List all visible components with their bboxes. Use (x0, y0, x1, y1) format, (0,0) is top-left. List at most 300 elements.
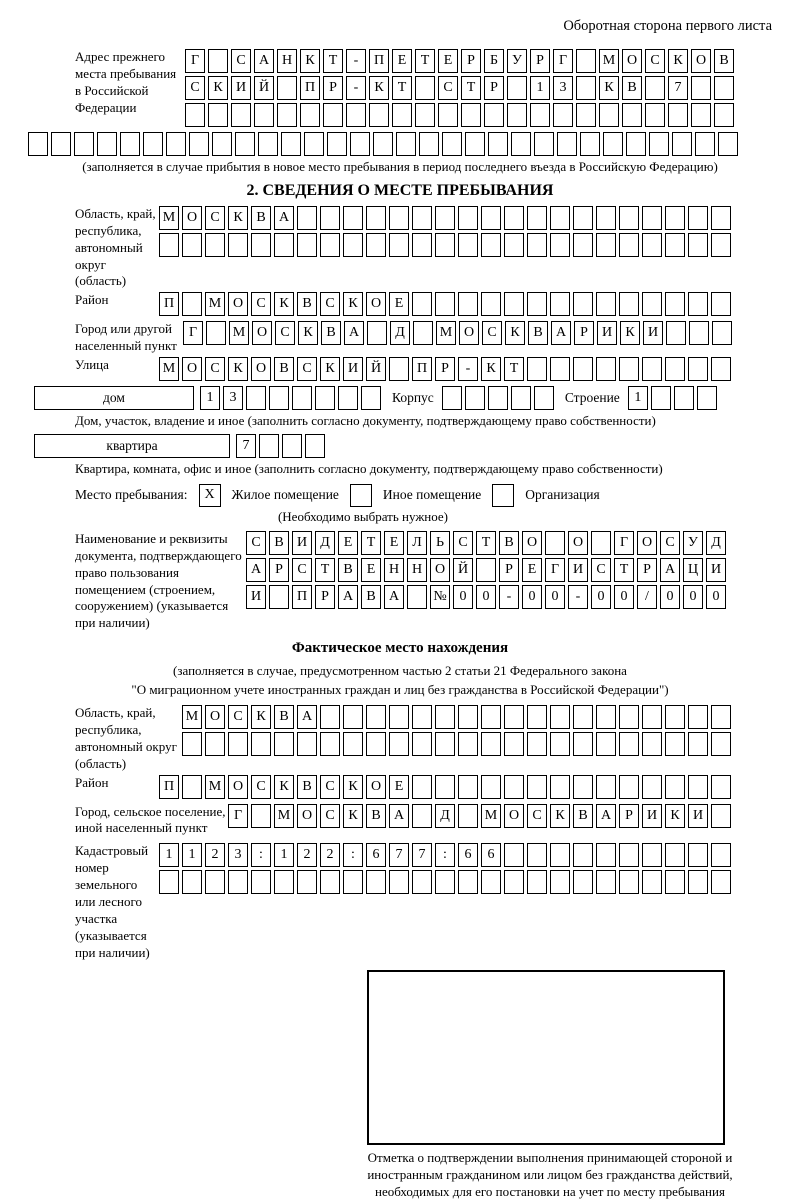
char-cell[interactable] (550, 870, 570, 894)
char-cell[interactable] (246, 386, 266, 410)
char-cell[interactable] (269, 585, 289, 609)
char-cell[interactable] (550, 705, 570, 729)
char-cell[interactable]: М (182, 705, 202, 729)
char-cell[interactable]: 6 (366, 843, 386, 867)
char-cell[interactable] (573, 206, 593, 230)
char-cell[interactable] (596, 233, 616, 257)
char-cell[interactable] (269, 386, 289, 410)
char-cell[interactable]: Р (619, 804, 639, 828)
char-cell[interactable]: И (706, 558, 726, 582)
char-cell[interactable]: Р (637, 558, 657, 582)
char-cell[interactable] (419, 132, 439, 156)
char-cell[interactable] (389, 870, 409, 894)
char-cell[interactable] (596, 775, 616, 799)
char-cell[interactable]: О (182, 206, 202, 230)
char-cell[interactable] (711, 804, 731, 828)
checkbox-residential[interactable]: X (199, 484, 221, 507)
char-cell[interactable]: 0 (706, 585, 726, 609)
char-cell[interactable]: С (228, 705, 248, 729)
char-cell[interactable] (458, 233, 478, 257)
char-cell[interactable] (642, 357, 662, 381)
char-cell[interactable] (373, 132, 393, 156)
char-cell[interactable] (642, 732, 662, 756)
char-cell[interactable] (642, 870, 662, 894)
char-cell[interactable] (688, 292, 708, 316)
char-cell[interactable]: И (643, 321, 663, 345)
char-cell[interactable]: К (228, 206, 248, 230)
char-cell[interactable] (711, 870, 731, 894)
char-cell[interactable]: С (297, 357, 317, 381)
char-cell[interactable]: Р (323, 76, 343, 100)
char-cell[interactable] (550, 357, 570, 381)
char-cell[interactable] (695, 132, 715, 156)
char-cell[interactable]: Й (453, 558, 473, 582)
char-cell[interactable] (292, 386, 312, 410)
char-cell[interactable]: Й (366, 357, 386, 381)
char-cell[interactable] (642, 233, 662, 257)
char-cell[interactable] (185, 103, 205, 127)
char-cell[interactable]: А (297, 705, 317, 729)
char-cell[interactable] (259, 434, 279, 458)
char-cell[interactable]: Г (545, 558, 565, 582)
char-cell[interactable]: О (228, 292, 248, 316)
char-cell[interactable] (596, 870, 616, 894)
char-cell[interactable] (711, 292, 731, 316)
char-cell[interactable] (665, 206, 685, 230)
char-cell[interactable] (550, 775, 570, 799)
char-cell[interactable] (274, 233, 294, 257)
char-cell[interactable] (277, 103, 297, 127)
char-cell[interactable]: Г (553, 49, 573, 73)
char-cell[interactable] (711, 705, 731, 729)
char-cell[interactable]: С (482, 321, 502, 345)
char-cell[interactable]: Р (315, 585, 335, 609)
char-cell[interactable]: В (573, 804, 593, 828)
char-cell[interactable] (277, 76, 297, 100)
char-cell[interactable] (688, 870, 708, 894)
char-cell[interactable] (504, 292, 524, 316)
char-cell[interactable] (527, 233, 547, 257)
char-cell[interactable]: В (274, 357, 294, 381)
char-cell[interactable]: Р (530, 49, 550, 73)
char-cell[interactable]: С (246, 531, 266, 555)
char-cell[interactable]: 1 (628, 386, 648, 410)
char-cell[interactable] (189, 132, 209, 156)
char-cell[interactable] (297, 732, 317, 756)
char-cell[interactable] (697, 386, 717, 410)
char-cell[interactable]: Е (522, 558, 542, 582)
char-cell[interactable] (251, 732, 271, 756)
char-cell[interactable]: - (568, 585, 588, 609)
char-cell[interactable] (343, 233, 363, 257)
char-cell[interactable]: С (438, 76, 458, 100)
char-cell[interactable] (481, 732, 501, 756)
char-cell[interactable]: Т (504, 357, 524, 381)
char-cell[interactable]: О (691, 49, 711, 73)
char-cell[interactable]: К (320, 357, 340, 381)
char-cell[interactable]: Г (228, 804, 248, 828)
char-cell[interactable] (619, 233, 639, 257)
char-cell[interactable] (511, 132, 531, 156)
char-cell[interactable]: 1 (530, 76, 550, 100)
char-cell[interactable] (442, 386, 462, 410)
char-cell[interactable]: Ц (683, 558, 703, 582)
char-cell[interactable] (407, 585, 427, 609)
char-cell[interactable] (688, 843, 708, 867)
char-cell[interactable] (688, 705, 708, 729)
char-cell[interactable]: М (274, 804, 294, 828)
char-cell[interactable] (412, 705, 432, 729)
char-cell[interactable]: В (274, 705, 294, 729)
char-cell[interactable] (481, 870, 501, 894)
char-cell[interactable] (573, 732, 593, 756)
char-cell[interactable] (143, 132, 163, 156)
char-cell[interactable] (415, 103, 435, 127)
char-cell[interactable]: М (599, 49, 619, 73)
char-cell[interactable]: В (338, 558, 358, 582)
char-cell[interactable]: С (660, 531, 680, 555)
char-cell[interactable] (573, 870, 593, 894)
char-cell[interactable] (481, 233, 501, 257)
char-cell[interactable]: К (481, 357, 501, 381)
char-cell[interactable] (645, 76, 665, 100)
char-cell[interactable]: Р (574, 321, 594, 345)
char-cell[interactable]: К (550, 804, 570, 828)
char-cell[interactable] (297, 233, 317, 257)
char-cell[interactable] (596, 357, 616, 381)
char-cell[interactable]: П (369, 49, 389, 73)
char-cell[interactable] (412, 292, 432, 316)
char-cell[interactable] (665, 705, 685, 729)
char-cell[interactable] (651, 386, 671, 410)
char-cell[interactable] (435, 233, 455, 257)
char-cell[interactable]: 3 (228, 843, 248, 867)
char-cell[interactable]: О (622, 49, 642, 73)
char-cell[interactable] (534, 132, 554, 156)
char-cell[interactable] (438, 103, 458, 127)
char-cell[interactable]: А (389, 804, 409, 828)
char-cell[interactable] (458, 206, 478, 230)
char-cell[interactable] (642, 206, 662, 230)
char-cell[interactable]: К (274, 775, 294, 799)
char-cell[interactable]: И (246, 585, 266, 609)
char-cell[interactable]: И (688, 804, 708, 828)
char-cell[interactable]: О (637, 531, 657, 555)
char-cell[interactable]: К (665, 804, 685, 828)
char-cell[interactable]: А (338, 585, 358, 609)
char-cell[interactable]: С (527, 804, 547, 828)
char-cell[interactable] (159, 233, 179, 257)
char-cell[interactable] (550, 206, 570, 230)
checkbox-other-premise[interactable] (350, 484, 372, 507)
char-cell[interactable] (711, 775, 731, 799)
char-cell[interactable] (182, 292, 202, 316)
char-cell[interactable] (642, 705, 662, 729)
char-cell[interactable]: В (251, 206, 271, 230)
char-cell[interactable] (258, 132, 278, 156)
char-cell[interactable] (550, 843, 570, 867)
char-cell[interactable] (688, 206, 708, 230)
char-cell[interactable] (504, 705, 524, 729)
char-cell[interactable] (274, 732, 294, 756)
char-cell[interactable] (688, 357, 708, 381)
char-cell[interactable]: / (637, 585, 657, 609)
char-cell[interactable] (182, 775, 202, 799)
char-cell[interactable] (481, 705, 501, 729)
char-cell[interactable] (665, 292, 685, 316)
char-cell[interactable] (488, 386, 508, 410)
char-cell[interactable] (527, 843, 547, 867)
char-cell[interactable]: В (297, 292, 317, 316)
char-cell[interactable]: 3 (223, 386, 243, 410)
char-cell[interactable]: А (344, 321, 364, 345)
char-cell[interactable] (392, 103, 412, 127)
char-cell[interactable]: В (297, 775, 317, 799)
char-cell[interactable] (458, 732, 478, 756)
char-cell[interactable] (711, 233, 731, 257)
char-cell[interactable]: У (683, 531, 703, 555)
char-cell[interactable] (576, 103, 596, 127)
char-cell[interactable] (350, 132, 370, 156)
char-cell[interactable]: 1 (159, 843, 179, 867)
char-cell[interactable]: Н (384, 558, 404, 582)
char-cell[interactable] (580, 132, 600, 156)
char-cell[interactable]: Д (435, 804, 455, 828)
char-cell[interactable]: М (436, 321, 456, 345)
char-cell[interactable]: Г (183, 321, 203, 345)
char-cell[interactable]: К (343, 775, 363, 799)
char-cell[interactable]: Т (392, 76, 412, 100)
char-cell[interactable]: 7 (389, 843, 409, 867)
char-cell[interactable] (366, 870, 386, 894)
char-cell[interactable] (274, 870, 294, 894)
char-cell[interactable] (461, 103, 481, 127)
char-cell[interactable] (366, 732, 386, 756)
char-cell[interactable]: В (714, 49, 734, 73)
char-cell[interactable] (688, 732, 708, 756)
char-cell[interactable]: : (343, 843, 363, 867)
char-cell[interactable]: О (504, 804, 524, 828)
char-cell[interactable]: 1 (274, 843, 294, 867)
char-cell[interactable] (545, 531, 565, 555)
char-cell[interactable] (346, 103, 366, 127)
char-cell[interactable] (668, 103, 688, 127)
char-cell[interactable]: А (384, 585, 404, 609)
char-cell[interactable]: К (343, 804, 363, 828)
char-cell[interactable]: С (275, 321, 295, 345)
char-cell[interactable] (619, 870, 639, 894)
char-cell[interactable]: 0 (453, 585, 473, 609)
char-cell[interactable] (366, 233, 386, 257)
char-cell[interactable] (396, 132, 416, 156)
char-cell[interactable]: С (205, 206, 225, 230)
char-cell[interactable]: О (205, 705, 225, 729)
char-cell[interactable]: Е (389, 292, 409, 316)
char-cell[interactable] (251, 804, 271, 828)
char-cell[interactable]: - (346, 76, 366, 100)
char-cell[interactable] (691, 76, 711, 100)
char-cell[interactable]: Й (254, 76, 274, 100)
char-cell[interactable] (576, 76, 596, 100)
char-cell[interactable] (504, 870, 524, 894)
char-cell[interactable]: К (228, 357, 248, 381)
char-cell[interactable]: К (274, 292, 294, 316)
char-cell[interactable] (465, 132, 485, 156)
char-cell[interactable]: А (246, 558, 266, 582)
char-cell[interactable] (619, 357, 639, 381)
char-cell[interactable]: Е (338, 531, 358, 555)
char-cell[interactable] (642, 775, 662, 799)
char-cell[interactable] (666, 321, 686, 345)
char-cell[interactable]: Е (384, 531, 404, 555)
char-cell[interactable] (481, 775, 501, 799)
char-cell[interactable] (435, 870, 455, 894)
char-cell[interactable]: К (369, 76, 389, 100)
char-cell[interactable] (527, 775, 547, 799)
char-cell[interactable]: 7 (412, 843, 432, 867)
char-cell[interactable]: 6 (458, 843, 478, 867)
char-cell[interactable]: О (366, 292, 386, 316)
char-cell[interactable] (166, 132, 186, 156)
char-cell[interactable]: Р (484, 76, 504, 100)
char-cell[interactable] (557, 132, 577, 156)
char-cell[interactable] (573, 233, 593, 257)
char-cell[interactable]: 2 (297, 843, 317, 867)
char-cell[interactable]: И (642, 804, 662, 828)
char-cell[interactable] (527, 292, 547, 316)
char-cell[interactable]: О (251, 357, 271, 381)
char-cell[interactable] (596, 292, 616, 316)
char-cell[interactable]: Д (390, 321, 410, 345)
char-cell[interactable] (315, 386, 335, 410)
char-cell[interactable]: С (231, 49, 251, 73)
char-cell[interactable] (343, 870, 363, 894)
char-cell[interactable] (228, 732, 248, 756)
char-cell[interactable] (97, 132, 117, 156)
char-cell[interactable]: И (343, 357, 363, 381)
char-cell[interactable]: 1 (200, 386, 220, 410)
char-cell[interactable] (626, 132, 646, 156)
char-cell[interactable]: С (591, 558, 611, 582)
char-cell[interactable] (484, 103, 504, 127)
char-cell[interactable] (665, 870, 685, 894)
char-cell[interactable] (530, 103, 550, 127)
char-cell[interactable]: И (292, 531, 312, 555)
char-cell[interactable] (507, 103, 527, 127)
char-cell[interactable] (596, 843, 616, 867)
char-cell[interactable] (488, 132, 508, 156)
char-cell[interactable] (281, 132, 301, 156)
char-cell[interactable] (504, 843, 524, 867)
char-cell[interactable] (74, 132, 94, 156)
char-cell[interactable]: В (269, 531, 289, 555)
char-cell[interactable]: С (251, 292, 271, 316)
char-cell[interactable]: 2 (205, 843, 225, 867)
char-cell[interactable]: К (298, 321, 318, 345)
char-cell[interactable]: А (274, 206, 294, 230)
char-cell[interactable]: : (251, 843, 271, 867)
char-cell[interactable] (596, 732, 616, 756)
char-cell[interactable] (320, 870, 340, 894)
char-cell[interactable]: С (251, 775, 271, 799)
char-cell[interactable]: И (597, 321, 617, 345)
char-cell[interactable] (251, 870, 271, 894)
char-cell[interactable]: П (159, 292, 179, 316)
char-cell[interactable] (412, 732, 432, 756)
char-cell[interactable] (642, 292, 662, 316)
char-cell[interactable] (711, 732, 731, 756)
char-cell[interactable]: О (182, 357, 202, 381)
char-cell[interactable]: У (507, 49, 527, 73)
char-cell[interactable]: С (320, 292, 340, 316)
char-cell[interactable]: - (346, 49, 366, 73)
char-cell[interactable]: Т (315, 558, 335, 582)
char-cell[interactable] (182, 233, 202, 257)
char-cell[interactable] (366, 206, 386, 230)
char-cell[interactable]: Ь (430, 531, 450, 555)
char-cell[interactable]: В (528, 321, 548, 345)
char-cell[interactable] (714, 103, 734, 127)
char-cell[interactable]: М (229, 321, 249, 345)
char-cell[interactable]: 0 (683, 585, 703, 609)
char-cell[interactable]: П (159, 775, 179, 799)
char-cell[interactable]: Т (415, 49, 435, 73)
char-cell[interactable] (481, 292, 501, 316)
char-cell[interactable]: К (251, 705, 271, 729)
char-cell[interactable] (573, 775, 593, 799)
char-cell[interactable]: Е (438, 49, 458, 73)
char-cell[interactable] (527, 206, 547, 230)
char-cell[interactable] (458, 775, 478, 799)
char-cell[interactable]: К (300, 49, 320, 73)
char-cell[interactable]: О (297, 804, 317, 828)
char-cell[interactable] (465, 386, 485, 410)
char-cell[interactable] (389, 705, 409, 729)
char-cell[interactable]: А (254, 49, 274, 73)
char-cell[interactable]: Р (269, 558, 289, 582)
char-cell[interactable] (504, 206, 524, 230)
char-cell[interactable] (338, 386, 358, 410)
char-cell[interactable]: К (343, 292, 363, 316)
char-cell[interactable] (212, 132, 232, 156)
char-cell[interactable]: К (208, 76, 228, 100)
char-cell[interactable]: - (458, 357, 478, 381)
char-cell[interactable]: Е (389, 775, 409, 799)
char-cell[interactable] (282, 434, 302, 458)
char-cell[interactable]: № (430, 585, 450, 609)
char-cell[interactable]: 2 (320, 843, 340, 867)
char-cell[interactable] (208, 103, 228, 127)
char-cell[interactable]: 0 (660, 585, 680, 609)
char-cell[interactable]: П (292, 585, 312, 609)
char-cell[interactable]: Н (277, 49, 297, 73)
char-cell[interactable] (442, 132, 462, 156)
char-cell[interactable]: 0 (476, 585, 496, 609)
char-cell[interactable]: А (660, 558, 680, 582)
char-cell[interactable]: 7 (668, 76, 688, 100)
char-cell[interactable]: 0 (591, 585, 611, 609)
char-cell[interactable]: Т (323, 49, 343, 73)
char-cell[interactable]: М (159, 357, 179, 381)
char-cell[interactable] (435, 206, 455, 230)
char-cell[interactable]: В (321, 321, 341, 345)
char-cell[interactable] (603, 132, 623, 156)
char-cell[interactable] (527, 705, 547, 729)
char-cell[interactable] (320, 206, 340, 230)
char-cell[interactable]: О (366, 775, 386, 799)
char-cell[interactable] (619, 732, 639, 756)
char-cell[interactable] (343, 732, 363, 756)
